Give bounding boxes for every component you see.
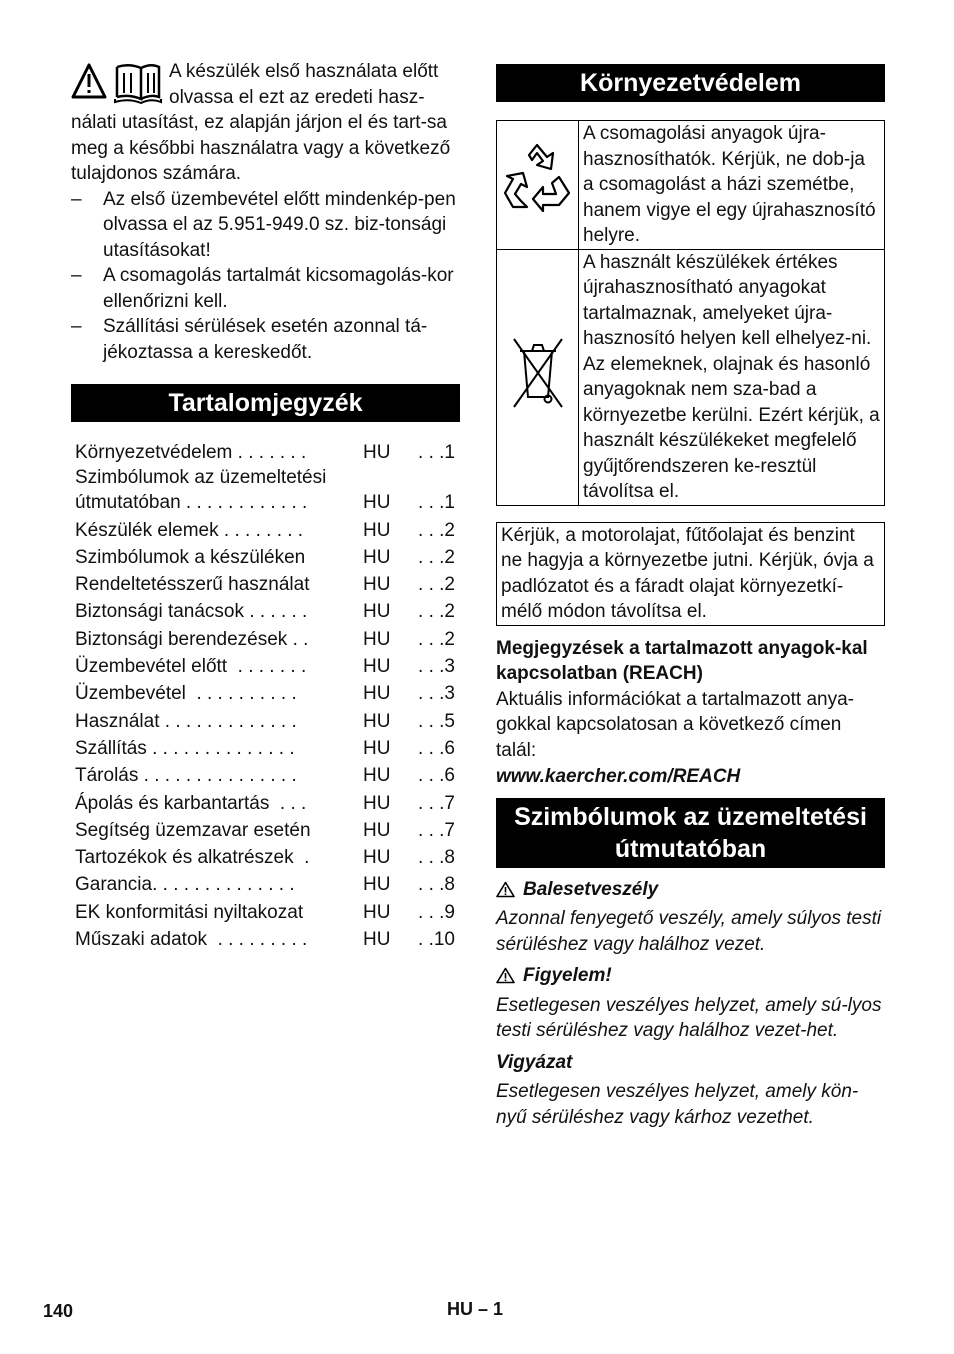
danger-label-row	[496, 877, 885, 903]
toc-entry-language: HU	[363, 546, 391, 568]
toc-entry-page: . . .1	[418, 492, 455, 514]
toc-entry-language: HU	[363, 901, 391, 923]
toc-entry-language: HU	[363, 874, 391, 896]
toc-entry-language: HU	[363, 792, 391, 814]
reach-heading: Megjegyzések a tartalmazott anyagok-kal kapcsolatban (REACH)	[496, 637, 868, 684]
toc-entry-title: Szimbólumok a készüléken	[75, 546, 306, 568]
warning-triangle-icon	[496, 881, 515, 898]
table-row	[497, 121, 885, 250]
caution-text: Esetlegesen veszélyes helyzet, amely kön-nyű sérüléshez vagy kárhoz vezethet.	[496, 1081, 859, 1128]
toc-entry[interactable]	[75, 679, 455, 706]
toc-entry[interactable]	[75, 788, 455, 815]
section-page-label: HU – 1	[447, 1299, 504, 1319]
toc-entry-title: Rendeltetésszerű használat	[75, 574, 310, 596]
intro-bullets	[71, 187, 460, 366]
toc-entry-title: Készülék elemek . . . . . . . .	[75, 519, 304, 541]
recycle-text: A csomagolási anyagok újra-hasznosíthatók. Kérjük, ne dob-ja a csomagolást a házi szemétbe, hanem vigye el egy újrahasznosító helyre.	[579, 121, 885, 250]
toc-entry-title: Biztonsági berendezések . .	[75, 628, 309, 650]
toc-entry[interactable]	[75, 706, 455, 733]
toc-entry-language: HU	[363, 628, 391, 650]
toc-entry-language: HU	[363, 442, 391, 464]
crossed-bin-icon-cell	[497, 249, 579, 505]
warning-label: Figyelem!	[523, 965, 612, 986]
left-column	[71, 59, 460, 952]
toc-entry-language: HU	[363, 765, 391, 787]
toc-entry-title: Üzembevétel . . . . . . . . . .	[75, 683, 297, 705]
toc-entry-title: Szimbólumok az üzemeltetési útmutatóban . . . . . . . . . . . .	[75, 467, 327, 514]
warning-manual-icon	[71, 59, 163, 107]
toc-entry[interactable]	[75, 438, 455, 465]
page-number: 140	[43, 1301, 74, 1321]
intro-text: A készülék első használata előtt olvassa el ezt az eredeti hasz-nálati utasítást, ez alapján járjon el és tart-sa meg a későbbi használatra vagy a következő tulajdonos számára.	[71, 61, 451, 184]
toc-entry-language: HU	[363, 929, 391, 951]
toc-entry[interactable]	[75, 652, 455, 679]
toc-entry[interactable]	[75, 597, 455, 624]
toc-entry-page: . . .1	[418, 442, 455, 464]
toc-entry-language: HU	[363, 656, 391, 678]
toc-entry-title: Szállítás . . . . . . . . . . . . . .	[75, 737, 295, 759]
toc-entry-page: . .10	[418, 929, 455, 951]
warning-triangle-icon	[496, 967, 515, 984]
table-row	[497, 249, 885, 505]
toc-entry[interactable]	[75, 570, 455, 597]
toc-entry-page: . . .2	[418, 574, 455, 596]
symbols-heading-line-2: útmutatóban	[614, 834, 767, 863]
toc-entry-language: HU	[363, 683, 391, 705]
toc-entry-page: . . .5	[418, 710, 455, 732]
toc-entry-page: . . .7	[418, 819, 455, 841]
toc-entry-title: Biztonsági tanácsok . . . . . .	[75, 601, 308, 623]
toc-entry-page: . . .9	[418, 901, 455, 923]
warning-label-row	[496, 963, 885, 989]
toc-entry-title: Környezetvédelem . . . . . . .	[75, 442, 307, 464]
toc-entry-title: Ápolás és karbantartás . . .	[75, 792, 307, 814]
environment-table	[496, 120, 885, 506]
toc-entry[interactable]	[75, 925, 455, 952]
toc-entry-page: . . .7	[418, 792, 455, 814]
toc-entry-language: HU	[363, 492, 391, 514]
toc-entry-title: Üzembevétel előtt . . . . . . .	[75, 656, 307, 678]
toc-entry-page: . . .8	[418, 847, 455, 869]
warning-text: Esetlegesen veszélyes helyzet, amely sú-lyos testi sérüléshez vagy halálhoz vezet-het.	[496, 994, 882, 1041]
toc-entry[interactable]	[75, 897, 455, 924]
intro-section	[71, 59, 460, 365]
crossed-bin-icon	[508, 333, 568, 413]
toc-entry-page: . . .6	[418, 765, 455, 787]
right-column	[496, 64, 885, 1130]
toc-entry[interactable]	[75, 734, 455, 761]
toc-heading: Tartalomjegyzék	[71, 384, 460, 422]
toc-entry-language: HU	[363, 737, 391, 759]
toc-entry-language: HU	[363, 519, 391, 541]
toc-entry-page: . . .3	[418, 683, 455, 705]
toc-entry[interactable]	[75, 870, 455, 897]
list-item: – Az első üzembevétel előtt mindenkép-pen olvassa el az 5.951-949.0 sz. biz-tonsági utasításokat!	[71, 188, 456, 261]
danger-label: Balesetveszély	[523, 878, 659, 900]
list-item: – Szállítási sérülések esetén azonnal tá-jékoztassa a kereskedőt.	[71, 316, 428, 363]
toc-entry[interactable]	[75, 816, 455, 843]
toc-entry-title: EK konformitási nyiltakozat	[75, 901, 304, 923]
intro-icons	[71, 59, 163, 107]
toc-entry-page: . . .2	[418, 628, 455, 650]
table-of-contents	[75, 438, 455, 952]
toc-entry-page: . . .3	[418, 656, 455, 678]
toc-entry-title: Műszaki adatok . . . . . . . . .	[75, 929, 308, 951]
toc-entry-title: Használat . . . . . . . . . . . . .	[75, 710, 297, 732]
list-item: – A csomagolás tartalmát kicsomagolás-kor ellenőrizni kell.	[71, 265, 454, 312]
toc-entry-page: . . .2	[418, 546, 455, 568]
toc-entry-title: Tartozékok és alkatrészek .	[75, 847, 310, 869]
recycle-icon-cell	[497, 121, 579, 250]
toc-entry[interactable]	[75, 624, 455, 651]
toc-entry[interactable]	[75, 515, 455, 542]
toc-entry[interactable]	[75, 761, 455, 788]
environment-heading: Környezetvédelem	[496, 64, 885, 102]
toc-entry-language: HU	[363, 847, 391, 869]
toc-entry-language: HU	[363, 819, 391, 841]
reach-text: Aktuális információkat a tartalmazott anya-gokkal kapcsolatosan a következő címen talál:	[496, 688, 854, 761]
toc-entry-page: . . .2	[418, 601, 455, 623]
caution-label: Vigyázat	[496, 1051, 573, 1073]
recycle-icon	[501, 141, 575, 221]
toc-entry-page: . . .8	[418, 874, 455, 896]
reach-link[interactable]: www.kaercher.com/REACH	[496, 766, 741, 787]
toc-entry-page: . . .6	[418, 737, 455, 759]
oil-notice: Kérjük, a motorolajat, fűtőolajat és benzint ne hagyja a környezetbe jutni. Kérjük, óvja a padlózatot és a fáradt olajat környezetkí-mélő módon távolítsa el.	[496, 522, 885, 626]
toc-entry-title: Tárolás . . . . . . . . . . . . . . .	[75, 765, 297, 787]
toc-entry[interactable]	[75, 543, 455, 570]
toc-entry-title: Garancia. . . . . . . . . . . . . .	[75, 874, 295, 896]
toc-entry-page: . . .2	[418, 519, 455, 541]
toc-entry-title: Segítség üzemzavar esetén	[75, 819, 311, 841]
toc-entry[interactable]	[75, 465, 455, 515]
toc-entry-language: HU	[363, 574, 391, 596]
disposal-text: A használt készülékek értékes újrahasznosítható anyagokat tartalmaznak, amelyeket újra-hasznosító helyen kell elhelyez-ni. Az elemeknek, olajnak és hasonló anyagoknak nem sza-bad a környezetbe kerülni. Ezért kérjük, a használt készülékeket megfelelő gyűjtőrendszeren ke-resztül távolítsa el.	[579, 249, 885, 505]
toc-entry[interactable]	[75, 843, 455, 870]
toc-entry-language: HU	[363, 710, 391, 732]
toc-entry-language: HU	[363, 601, 391, 623]
danger-text: Azonnal fenyegető veszély, amely súlyos testi sérüléshez vagy halálhoz vezet.	[496, 908, 882, 955]
symbols-heading	[496, 798, 885, 868]
symbols-heading-line-1: Szimbólumok az üzemeltetési	[514, 802, 867, 831]
